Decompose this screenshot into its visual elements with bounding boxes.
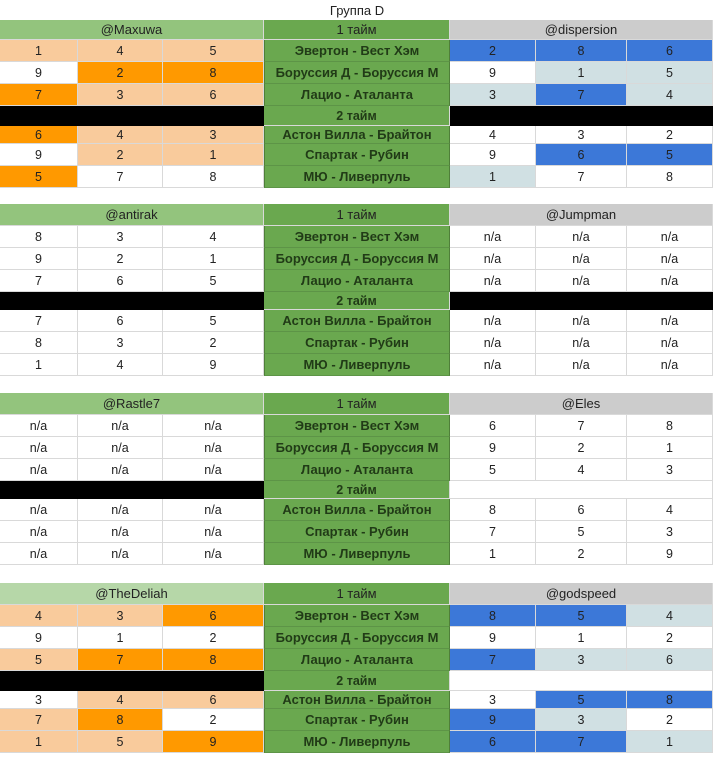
prediction-cell-left[interactable]: 7 (0, 270, 78, 292)
prediction-cell-right[interactable]: 3 (450, 691, 536, 709)
prediction-cell-left[interactable]: n/a (78, 459, 163, 481)
prediction-cell-left[interactable]: 2 (163, 709, 264, 731)
prediction-cell-left[interactable]: 9 (163, 731, 264, 753)
prediction-cell-right[interactable]: 3 (536, 126, 627, 144)
match-name: Боруссия Д - Боруссия М (264, 627, 450, 649)
prediction-cell-right[interactable]: 5 (627, 144, 713, 166)
prediction-cell-right[interactable]: 9 (627, 543, 713, 565)
prediction-cell-left[interactable]: 5 (78, 731, 163, 753)
prediction-cell-right[interactable]: 4 (627, 84, 713, 106)
half-header-1: 1 тайм (264, 204, 450, 226)
separator-right (450, 292, 713, 310)
match-name: Эвертон - Вест Хэм (264, 40, 450, 62)
match-name: Боруссия Д - Боруссия М (264, 437, 450, 459)
prediction-cell-left[interactable]: 2 (78, 144, 163, 166)
match-name: Лацио - Аталанта (264, 84, 450, 106)
right-user-header[interactable]: @Eles (450, 393, 713, 415)
prediction-cell-right[interactable]: 2 (627, 126, 713, 144)
prediction-cell-left[interactable]: n/a (163, 499, 264, 521)
prediction-cell-left[interactable]: 2 (163, 627, 264, 649)
right-user-header[interactable]: @godspeed (450, 583, 713, 605)
half-label-2: 2 тайм (264, 671, 450, 691)
prediction-cell-right[interactable]: n/a (627, 270, 713, 292)
prediction-cell-left[interactable]: n/a (163, 437, 264, 459)
prediction-cell-right[interactable]: 4 (536, 459, 627, 481)
prediction-cell-left[interactable]: 1 (163, 248, 264, 270)
prediction-cell-right[interactable]: 2 (536, 543, 627, 565)
prediction-cell-left[interactable]: 4 (163, 226, 264, 248)
match-name: Боруссия Д - Боруссия М (264, 248, 450, 270)
prediction-cell-right[interactable]: 6 (627, 649, 713, 671)
prediction-cell-left[interactable]: 7 (0, 310, 78, 332)
half-label-2: 2 тайм (264, 481, 450, 499)
prediction-cell-right[interactable]: 4 (627, 499, 713, 521)
prediction-cell-right[interactable]: n/a (536, 332, 627, 354)
prediction-cell-left[interactable]: 8 (78, 709, 163, 731)
prediction-cell-right[interactable]: 1 (536, 62, 627, 84)
match-name: Эвертон - Вест Хэм (264, 226, 450, 248)
prediction-cell-right[interactable]: n/a (536, 270, 627, 292)
prediction-cell-left[interactable]: n/a (0, 521, 78, 543)
group-title: Группа D (329, 2, 385, 18)
prediction-cell-left[interactable]: 5 (0, 649, 78, 671)
prediction-cell-left[interactable]: 4 (78, 126, 163, 144)
prediction-cell-left[interactable]: 8 (0, 226, 78, 248)
prediction-cell-left[interactable]: 4 (78, 691, 163, 709)
prediction-cell-left[interactable]: 9 (163, 354, 264, 376)
prediction-cell-left[interactable]: 7 (78, 649, 163, 671)
prediction-cell-right[interactable]: 5 (536, 691, 627, 709)
separator-left (0, 292, 264, 310)
separator-right (450, 481, 713, 499)
prediction-cell-right[interactable]: n/a (536, 354, 627, 376)
match-name: МЮ - Ливерпуль (264, 731, 450, 753)
prediction-cell-left[interactable]: n/a (78, 499, 163, 521)
prediction-cell-left[interactable]: 1 (163, 144, 264, 166)
prediction-cell-left[interactable]: n/a (0, 459, 78, 481)
prediction-cell-right[interactable]: 8 (627, 166, 713, 188)
prediction-cell-left[interactable]: 4 (0, 605, 78, 627)
prediction-cell-left[interactable]: 8 (163, 649, 264, 671)
prediction-cell-right[interactable]: 7 (450, 649, 536, 671)
right-user-header[interactable]: @dispersion (450, 20, 713, 40)
prediction-cell-right[interactable]: n/a (450, 354, 536, 376)
match-name: Лацио - Аталанта (264, 270, 450, 292)
prediction-cell-right[interactable]: 3 (627, 459, 713, 481)
prediction-cell-right[interactable]: 5 (627, 62, 713, 84)
prediction-cell-left[interactable]: 4 (78, 354, 163, 376)
left-user-header[interactable]: @Rastle7 (0, 393, 264, 415)
half-label-2: 2 тайм (264, 292, 450, 310)
prediction-cell-left[interactable]: 3 (0, 691, 78, 709)
prediction-cell-right[interactable]: 7 (536, 731, 627, 753)
prediction-cell-right[interactable]: n/a (450, 270, 536, 292)
prediction-cell-left[interactable]: n/a (163, 543, 264, 565)
prediction-cell-left[interactable]: 6 (78, 270, 163, 292)
prediction-cell-left[interactable]: n/a (163, 521, 264, 543)
match-name: Лацио - Аталанта (264, 459, 450, 481)
prediction-cell-left[interactable]: 7 (0, 709, 78, 731)
prediction-cell-right[interactable]: n/a (450, 226, 536, 248)
prediction-cell-right[interactable]: 2 (450, 40, 536, 62)
prediction-cell-right[interactable]: 3 (536, 709, 627, 731)
right-user-header[interactable]: @Jumpman (450, 204, 713, 226)
prediction-cell-left[interactable]: n/a (78, 415, 163, 437)
match-name: Спартак - Рубин (264, 521, 450, 543)
prediction-cell-left[interactable]: n/a (78, 521, 163, 543)
prediction-cell-left[interactable]: n/a (78, 543, 163, 565)
prediction-cell-right[interactable]: 6 (536, 144, 627, 166)
prediction-cell-left[interactable]: 6 (78, 310, 163, 332)
prediction-cell-left[interactable]: 5 (0, 166, 78, 188)
prediction-cell-right[interactable]: 2 (627, 627, 713, 649)
prediction-cell-right[interactable]: n/a (536, 310, 627, 332)
prediction-cell-left[interactable]: 8 (0, 332, 78, 354)
prediction-cell-right[interactable]: 3 (627, 521, 713, 543)
prediction-cell-right[interactable]: 6 (450, 415, 536, 437)
match-name: Спартак - Рубин (264, 332, 450, 354)
half-header-1: 1 тайм (264, 583, 450, 605)
prediction-cell-right[interactable]: 8 (627, 691, 713, 709)
prediction-cell-left[interactable]: n/a (78, 437, 163, 459)
prediction-cell-right[interactable]: 1 (627, 731, 713, 753)
prediction-cell-right[interactable]: 7 (450, 521, 536, 543)
prediction-cell-right[interactable]: 2 (627, 709, 713, 731)
prediction-cell-right[interactable]: 8 (450, 605, 536, 627)
left-user-header[interactable]: @Maxuwa (0, 20, 264, 40)
prediction-cell-right[interactable]: n/a (627, 248, 713, 270)
prediction-cell-right[interactable]: 4 (627, 605, 713, 627)
match-name: Астон Вилла - Брайтон (264, 499, 450, 521)
prediction-cell-right[interactable]: 9 (450, 437, 536, 459)
prediction-cell-right[interactable]: 3 (536, 649, 627, 671)
match-name: Спартак - Рубин (264, 709, 450, 731)
separator-right (450, 671, 713, 691)
match-name: Боруссия Д - Боруссия М (264, 62, 450, 84)
match-name: Лацио - Аталанта (264, 649, 450, 671)
separator-right (450, 106, 713, 126)
prediction-cell-left[interactable]: n/a (0, 499, 78, 521)
prediction-cell-right[interactable]: 2 (536, 437, 627, 459)
left-user-header[interactable]: @TheDeliah (0, 583, 264, 605)
match-name: Эвертон - Вест Хэм (264, 415, 450, 437)
prediction-cell-right[interactable]: n/a (536, 226, 627, 248)
match-name: Эвертон - Вест Хэм (264, 605, 450, 627)
prediction-cell-right[interactable]: n/a (627, 354, 713, 376)
separator-left (0, 671, 264, 691)
prediction-cell-right[interactable]: n/a (627, 332, 713, 354)
prediction-cell-right[interactable]: 1 (627, 437, 713, 459)
prediction-cell-right[interactable]: 1 (450, 543, 536, 565)
prediction-cell-left[interactable]: 8 (163, 62, 264, 84)
match-name: МЮ - Ливерпуль (264, 543, 450, 565)
prediction-cell-right[interactable]: n/a (627, 226, 713, 248)
prediction-cell-right[interactable]: 9 (450, 62, 536, 84)
prediction-cell-left[interactable]: 7 (78, 166, 163, 188)
half-header-1: 1 тайм (264, 393, 450, 415)
prediction-cell-left[interactable]: 3 (78, 332, 163, 354)
match-name: Спартак - Рубин (264, 144, 450, 166)
half-header-1: 1 тайм (264, 20, 450, 40)
prediction-cell-right[interactable]: 7 (536, 166, 627, 188)
prediction-cell-left[interactable]: 2 (163, 332, 264, 354)
half-label-2: 2 тайм (264, 106, 450, 126)
prediction-cell-right[interactable]: 6 (627, 40, 713, 62)
prediction-cell-left[interactable]: 3 (163, 126, 264, 144)
prediction-cell-left[interactable]: n/a (0, 543, 78, 565)
prediction-cell-right[interactable]: n/a (450, 248, 536, 270)
prediction-cell-left[interactable]: 5 (163, 40, 264, 62)
prediction-cell-right[interactable]: n/a (450, 310, 536, 332)
prediction-cell-left[interactable]: 2 (78, 248, 163, 270)
prediction-cell-right[interactable]: 9 (450, 709, 536, 731)
prediction-cell-left[interactable]: 3 (78, 84, 163, 106)
prediction-cell-left[interactable]: n/a (0, 415, 78, 437)
prediction-cell-right[interactable]: 7 (536, 84, 627, 106)
left-user-header[interactable]: @antirak (0, 204, 264, 226)
prediction-cell-right[interactable]: n/a (450, 332, 536, 354)
prediction-cell-left[interactable]: 6 (163, 691, 264, 709)
prediction-cell-left[interactable]: 1 (0, 40, 78, 62)
prediction-cell-left[interactable]: 8 (163, 166, 264, 188)
prediction-cell-left[interactable]: 5 (163, 270, 264, 292)
prediction-cell-left[interactable]: 2 (78, 62, 163, 84)
prediction-cell-right[interactable]: 9 (450, 144, 536, 166)
prediction-cell-right[interactable]: n/a (627, 310, 713, 332)
prediction-cell-right[interactable]: 5 (450, 459, 536, 481)
prediction-cell-right[interactable]: 6 (450, 731, 536, 753)
match-name: МЮ - Ливерпуль (264, 166, 450, 188)
prediction-cell-left[interactable]: 9 (0, 144, 78, 166)
prediction-cell-left[interactable]: 9 (0, 248, 78, 270)
match-name: МЮ - Ливерпуль (264, 354, 450, 376)
prediction-cell-left[interactable]: 7 (0, 84, 78, 106)
separator-left (0, 106, 264, 126)
prediction-cell-left[interactable]: 1 (0, 731, 78, 753)
prediction-cell-right[interactable]: 1 (536, 627, 627, 649)
prediction-cell-right[interactable]: 3 (450, 84, 536, 106)
prediction-cell-right[interactable]: n/a (536, 248, 627, 270)
prediction-cell-right[interactable]: 5 (536, 605, 627, 627)
prediction-cell-right[interactable]: 6 (536, 499, 627, 521)
prediction-cell-right[interactable]: 9 (450, 627, 536, 649)
prediction-cell-left[interactable]: 3 (78, 605, 163, 627)
match-name: Астон Вилла - Брайтон (264, 126, 450, 144)
prediction-cell-right[interactable]: 1 (450, 166, 536, 188)
match-name: Астон Вилла - Брайтон (264, 691, 450, 709)
match-name: Астон Вилла - Брайтон (264, 310, 450, 332)
prediction-cell-left[interactable]: 9 (0, 62, 78, 84)
prediction-cell-left[interactable]: 6 (163, 605, 264, 627)
prediction-cell-left[interactable]: n/a (0, 437, 78, 459)
separator-left (0, 481, 264, 499)
prediction-cell-left[interactable]: 1 (78, 627, 163, 649)
prediction-cell-left[interactable]: 6 (0, 126, 78, 144)
prediction-cell-right[interactable]: 8 (450, 499, 536, 521)
prediction-cell-left[interactable]: 5 (163, 310, 264, 332)
prediction-cell-right[interactable]: 8 (627, 415, 713, 437)
prediction-cell-left[interactable]: 1 (0, 354, 78, 376)
prediction-cell-right[interactable]: 7 (536, 415, 627, 437)
prediction-cell-left[interactable]: 4 (78, 40, 163, 62)
prediction-cell-right[interactable]: 8 (536, 40, 627, 62)
prediction-cell-left[interactable]: 6 (163, 84, 264, 106)
prediction-cell-left[interactable]: 9 (0, 627, 78, 649)
prediction-cell-right[interactable]: 5 (536, 521, 627, 543)
prediction-cell-left[interactable]: n/a (163, 459, 264, 481)
prediction-cell-right[interactable]: 4 (450, 126, 536, 144)
prediction-cell-left[interactable]: 3 (78, 226, 163, 248)
prediction-cell-left[interactable]: n/a (163, 415, 264, 437)
